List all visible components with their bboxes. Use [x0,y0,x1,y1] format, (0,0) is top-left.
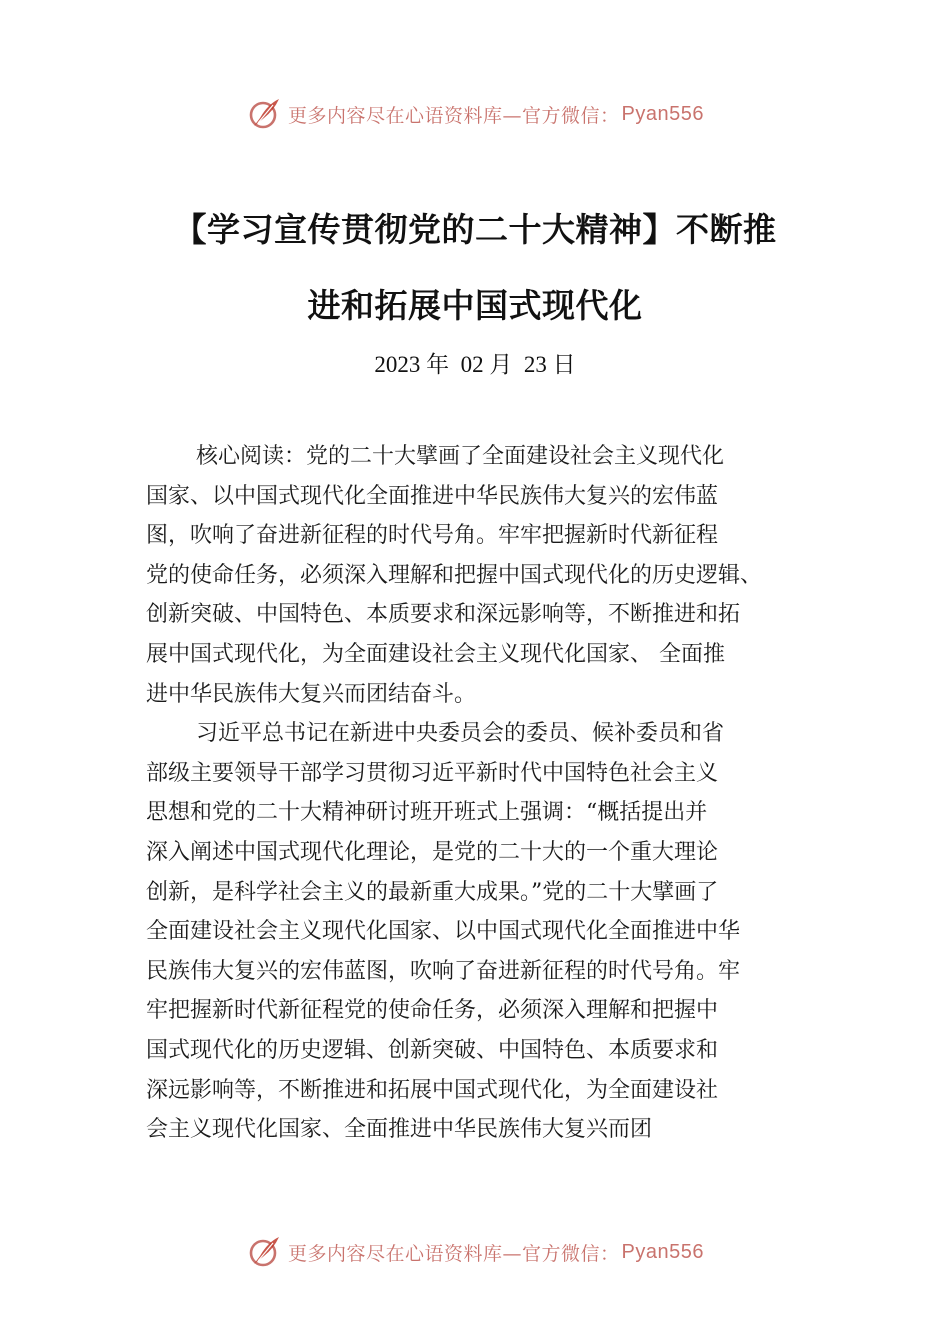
paragraph-line: 图，吹响了奋进新征程的时代号角。牢牢把握新时代新征程 [146,523,719,549]
paragraph-line: 进中华民族伟大复兴而团结奋斗。 [146,681,477,707]
document-body [146,437,846,1150]
quill-logo-icon [246,1234,282,1270]
header-watermark [0,94,950,134]
footer-watermark [0,1232,950,1272]
paragraph-line: 民族伟大复兴的宏伟蓝图，吹响了奋进新征程的时代号角。牢 [146,958,741,984]
paragraph-line: 习近平总书记在新进中央委员会的委员、候补委员和省 [196,721,725,747]
watermark-text: 更多内容尽在心语资料库—官方微信： [288,1242,620,1265]
document-date: 2023 年 02 月 23 日 [374,352,576,377]
paragraph-line: 国式现代化的历史逻辑、创新突破、中国特色、本质要求和 [146,1037,719,1063]
paragraph-line: 创新突破、中国特色、本质要求和深远影响等，不断推进和拓 [146,602,741,628]
paragraph-line: 牢把握新时代新征程党的使命任务，必须深入理解和把握中 [146,998,719,1024]
paragraph-line: 思想和党的二十大精神研讨班开班式上强调：“概括提出并 [146,800,708,826]
paragraph-line: 深远影响等，不断推进和拓展中国式现代化，为全面建设社 [146,1077,719,1103]
paragraph-line: 部级主要领导干部学习贯彻习近平新时代中国特色社会主义 [146,760,719,786]
paragraph-line: 全面建设社会主义现代化国家、以中国式现代化全面推进中华 [146,919,741,945]
watermark-wechat-id: Pyan556 [621,1240,704,1263]
paragraph-line: 创新，是科学社会主义的最新重大成果。”党的二十大擘画了 [146,879,719,905]
paragraph-line: 党的使命任务，必须深入理解和把握中国式现代化的历史逻辑、 [146,562,763,588]
paragraph-summary [146,437,846,714]
paragraph-main [146,714,846,1150]
watermark-text: 更多内容尽在心语资料库—官方微信： [288,104,620,127]
document-title-line-2: 进和拓展中国式现代化 [307,286,643,325]
document-title-line-1: 【学习宣传贯彻党的二十大精神】不断推 [173,210,777,249]
paragraph-line: 深入阐述中国式现代化理论，是党的二十大的一个重大理论 [146,839,719,865]
paragraph-line: 国家、以中国式现代化全面推进中华民族伟大复兴的宏伟蓝 [146,483,719,509]
quill-logo-icon [246,96,282,132]
paragraph-line: 展中国式现代化，为全面建设社会主义现代化国家、 全面推 [146,641,725,667]
paragraph-line: 会主义现代化国家、全面推进中华民族伟大复兴而团 [146,1117,653,1143]
paragraph-line: 核心阅读：党的二十大擘画了全面建设社会主义现代化 [196,444,725,469]
watermark-wechat-id: Pyan556 [621,102,704,125]
